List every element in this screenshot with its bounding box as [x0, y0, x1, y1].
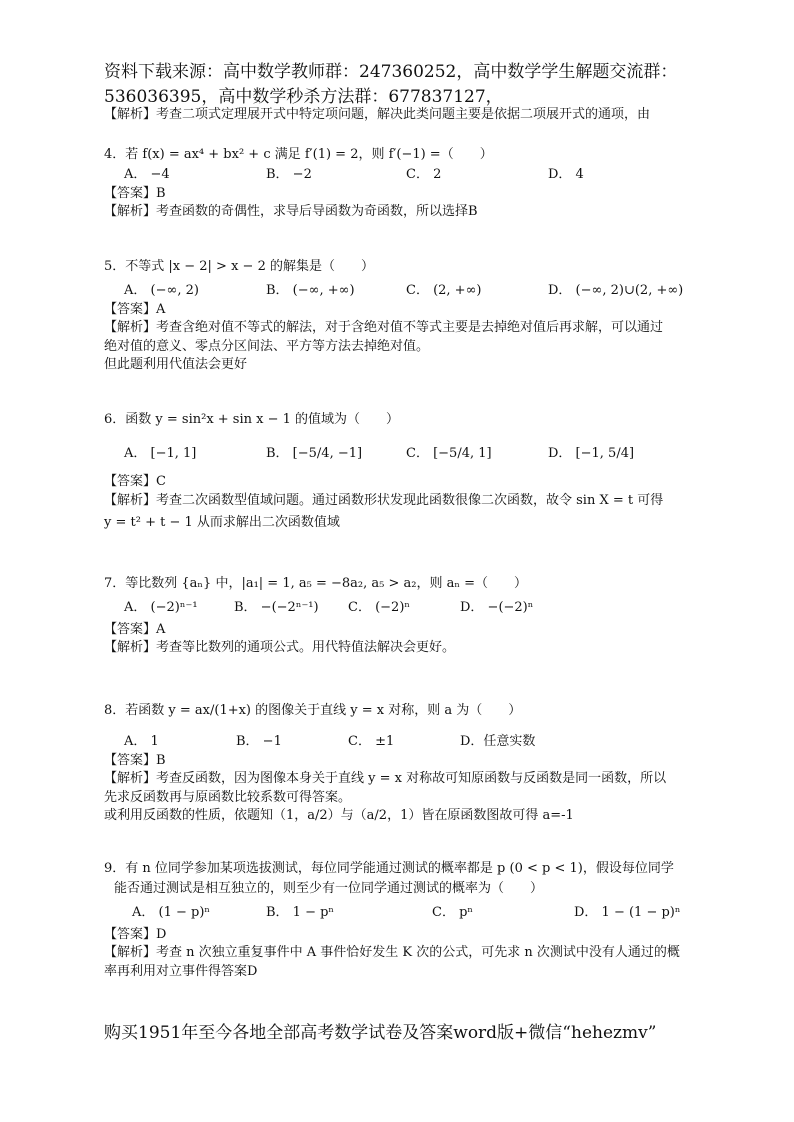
option-b: B． −2	[266, 167, 312, 182]
option-a: A． 1	[124, 734, 159, 749]
analysis-line: 但此题利用代值法会更好	[104, 357, 248, 372]
analysis-line: 【解析】考查等比数列的通项公式。用代特值法解决会更好。	[104, 640, 456, 655]
option-d: D． [−1, 5/4]	[548, 446, 635, 461]
question-7-stem: 7．等比数列 {aₙ} 中，|a₁| = 1, a₅ = −8a₂, a₅ > a₂，则 aₙ =（ ）	[104, 576, 527, 591]
answer-label: 【答案】C	[104, 474, 166, 489]
option-a: A． (−2)ⁿ⁻¹	[124, 600, 198, 615]
option-a: A． (−∞, 2)	[124, 283, 199, 298]
question-4-stem: 4．若 f(x) = ax⁴ + bx² + c 满足 f′(1) = 2，则 f′(−1) =（ ）	[104, 147, 493, 162]
option-a: A． −4	[124, 167, 170, 182]
question-5-stem: 5．不等式 |x − 2| > x − 2 的解集是（ ）	[104, 259, 374, 274]
option-b: B． [−5/4, −1]	[266, 446, 363, 461]
analysis-line: 【解析】考查反函数，因为图像本身关于直线 y = x 对称故可知原函数与反函数是同一函数，所以	[104, 771, 667, 786]
question-9-stem: 9．有 n 位同学参加某项选拔测试，每位同学能通过测试的概率都是 p (0 < p < 1)，假设每位同学	[104, 861, 674, 876]
option-c: C． (2, +∞)	[406, 283, 482, 298]
analysis-line: 【解析】考查二次函数型值域问题。通过函数形状发现此函数很像二次函数，故令 sin X = t 可得	[104, 493, 664, 508]
purchase-footer: 购买1951年至今各地全部高考数学试卷及答案word版+微信“hehezmv”	[104, 1023, 657, 1043]
answer-label: 【答案】B	[104, 753, 166, 768]
analysis-line: 【解析】考查函数的奇偶性，求导后导函数为奇函数，所以选择B	[104, 204, 478, 219]
option-d: D． 1 − (1 − p)ⁿ	[574, 905, 681, 920]
answer-label: 【答案】D	[104, 927, 167, 942]
answer-label: 【答案】A	[104, 302, 166, 317]
question-9-stem-continued: 能否通过测试是相互独立的，则至少有一位同学通过测试的概率为（ ）	[114, 881, 544, 896]
option-d: D． −(−2)ⁿ	[460, 600, 534, 615]
option-c: C． pⁿ	[432, 905, 474, 920]
analysis-line: 【解析】考查含绝对值不等式的解法，对于含绝对值不等式主要是去掉绝对值后再求解，可以通过	[104, 320, 664, 335]
option-a: A． [−1, 1]	[124, 446, 197, 461]
option-c: C． ±1	[348, 734, 395, 749]
answer-label: 【答案】B	[104, 186, 166, 201]
top-analysis: 【解析】考查二项式定理展开式中特定项问题，解决此类问题主要是依据二项展开式的通项，由	[104, 107, 651, 122]
analysis-line: y = t² + t − 1 从而求解出二次函数值域	[104, 515, 340, 530]
question-8-stem: 8．若函数 y = ax/(1+x) 的图像关于直线 y = x 对称，则 a 为（ ）	[104, 703, 522, 718]
question-6-stem: 6．函数 y = sin²x + sin x − 1 的值域为（ ）	[104, 412, 400, 427]
option-b: B． 1 − pⁿ	[266, 905, 335, 920]
option-d: D．任意实数	[460, 734, 536, 749]
option-d: D． 4	[548, 167, 584, 182]
option-c: C． 2	[406, 167, 442, 182]
analysis-line: 绝对值的意义、零点分区间法、平方等方法去掉绝对值。	[104, 339, 430, 354]
analysis-line: 【解析】考查 n 次独立重复事件中 A 事件恰好发生 K 次的公式，可先求 n 次测试中没有人通过的概	[104, 945, 680, 960]
source-header	[104, 60, 704, 110]
analysis-line: 或利用反函数的性质，依题知（1，a/2）与（a/2，1）皆在原函数图故可得 a=-1	[104, 808, 574, 823]
analysis-line: 先求反函数再与原函数比较系数可得答案。	[104, 790, 352, 805]
header-line-2: 536036395，高中数学秒杀方法群：677837127，	[104, 87, 503, 107]
header-line-1: 资料下载来源：高中数学教师群：247360252，高中数学学生解题交流群：	[104, 62, 678, 82]
option-b: B． −1	[236, 734, 282, 749]
option-b: B． (−∞, +∞)	[266, 283, 355, 298]
option-b: B． −(−2ⁿ⁻¹)	[234, 600, 319, 615]
analysis-line: 率再利用对立事件得答案D	[104, 964, 258, 979]
option-d: D． (−∞, 2)∪(2, +∞)	[548, 283, 684, 298]
option-c: C． (−2)ⁿ	[348, 600, 411, 615]
option-a: A． (1 − p)ⁿ	[132, 905, 211, 920]
option-c: C． [−5/4, 1]	[406, 446, 492, 461]
answer-label: 【答案】A	[104, 622, 166, 637]
